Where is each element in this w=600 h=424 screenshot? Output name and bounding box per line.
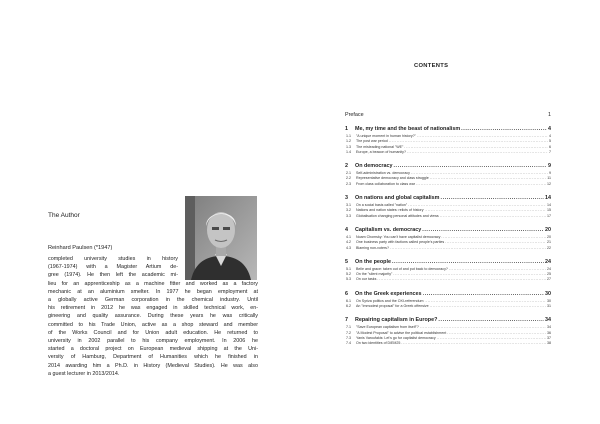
section-number: 4.3: [346, 245, 351, 250]
chapter-page: 20: [545, 226, 551, 233]
chapter-page: 9: [548, 163, 551, 170]
author-heading: The Author: [48, 212, 80, 219]
bio-line: completed university studies in history: [48, 256, 178, 262]
bio-line: gineering and quality assurance. During these years he was critically: [48, 313, 258, 320]
section-title: Blaming non-voters?: [356, 245, 389, 250]
bio-line: committed to his Trade Union, active as a shop steward and member: [48, 321, 258, 328]
chapter-title: On democracy: [355, 163, 393, 170]
toc-section[interactable]: [345, 150, 551, 155]
right-page: [300, 0, 600, 424]
section-number: 1.4: [346, 149, 351, 154]
chapter-title: Me, my time and the beast of nationalism: [355, 126, 461, 132]
bio-line: his retirement in 2012 he was engaged in skilled technical work, en-: [48, 305, 258, 312]
section-page: 9: [549, 171, 551, 176]
section-title: Nations and nation states: relicts of history: [356, 208, 424, 213]
section-page: 11: [547, 176, 551, 181]
section-title: Representative democracy and class struggle: [356, 176, 429, 181]
toc-section[interactable]: [345, 304, 551, 309]
chapter-title: On nations and global capitalism: [355, 195, 440, 202]
bio-line: a guest lecturer in 2013/2014.: [48, 370, 120, 377]
toc-section[interactable]: [345, 277, 551, 282]
section-number: 5.1: [346, 266, 351, 271]
toc-chapter-1[interactable]: [345, 126, 551, 132]
section-title: On two identities of DiEM25: [356, 341, 401, 346]
section-number: 7.3: [346, 335, 351, 340]
section-number: 3.1: [346, 203, 351, 208]
section-page: 17: [547, 213, 551, 218]
section-title: On Syriza politics and the OXI-referendum: [356, 298, 424, 303]
section-title: "A Modest Proposal" to advise the political establishment: [356, 330, 447, 335]
section-number: 6.1: [346, 298, 351, 303]
section-page: 31: [547, 304, 551, 309]
section-title: The misleading national "WE": [356, 144, 404, 149]
section-title: From class collaboration to class war: [356, 181, 415, 186]
toc-preface-page: 1: [548, 112, 551, 118]
section-number: 1.3: [346, 144, 351, 149]
chapter-number: 2: [345, 163, 348, 170]
bio-line: lieu for an apprenticeship as a machine fitter and worked as a factory: [48, 280, 258, 287]
author-name: Reinhard Paulsen (*1947): [48, 245, 113, 251]
section-page: 34: [547, 325, 551, 330]
section-number: 2.2: [346, 176, 351, 181]
chapter-page: 14: [545, 195, 551, 202]
section-title: The post war period: [356, 139, 388, 144]
section-page: 38: [547, 341, 551, 346]
section-title: On the "silent majority": [356, 272, 393, 277]
section-title: Yanis Varoufakis: Let's go for capitalist democracy: [356, 335, 436, 340]
chapter-page: 4: [548, 126, 551, 132]
chapter-number: 7: [345, 317, 348, 324]
section-page: 12: [547, 181, 551, 186]
author-bio: [48, 255, 258, 378]
chapter-title: Capitalism vs. democracy: [355, 226, 422, 233]
section-page: 15: [547, 208, 551, 213]
section-title: "A unique moment in human history?": [356, 134, 416, 138]
section-title: On our tasks: [356, 277, 377, 282]
section-page: 30: [547, 298, 551, 303]
toc-chapter-7[interactable]: [345, 317, 551, 323]
section-title: One business party with factions called people's parties: [356, 240, 445, 245]
section-number: 4.1: [346, 234, 351, 239]
section-number: 2.3: [346, 181, 351, 186]
chapter-number: 6: [345, 290, 348, 297]
chapter-number: 4: [345, 226, 348, 233]
section-number: 5.3: [346, 277, 351, 282]
toc-section[interactable]: [345, 246, 551, 251]
section-page: 24: [547, 266, 551, 271]
toc-preface[interactable]: [345, 112, 551, 118]
chapter-page: 30: [545, 290, 551, 297]
toc-section[interactable]: [345, 182, 551, 187]
chapter-title: On the people: [355, 258, 391, 265]
toc-chapter-2[interactable]: [345, 163, 551, 169]
toc-chapter-3[interactable]: [345, 195, 551, 201]
toc-chapter-4[interactable]: [345, 227, 551, 233]
section-page: 14: [547, 203, 551, 208]
toc-preface-title: Preface: [345, 112, 364, 118]
bio-line: versity of Hamburg, Department of Humanities which he finished in: [48, 354, 258, 361]
section-page: 21: [547, 240, 551, 245]
toc-chapter-5[interactable]: [345, 259, 551, 265]
section-title: Europe, a beacon of humanity?: [356, 149, 406, 154]
section-title: Belle and grace: taken out of and put back to democracy?: [356, 266, 448, 271]
bio-line: gree (1974). He then left the academic mi-: [48, 272, 178, 279]
contents-title: CONTENTS: [414, 63, 449, 69]
bio-line: university in 2002 parallel to his company employment. In 2006 he: [48, 338, 258, 345]
section-page: 37: [547, 335, 551, 340]
section-number: 5.2: [346, 272, 351, 277]
chapter-number: 1: [345, 126, 348, 132]
section-page: 5: [549, 139, 551, 144]
section-number: 6.2: [346, 304, 351, 309]
section-page: 36: [547, 330, 551, 335]
section-title: Globalisation changing personal attitudes and views: [356, 213, 439, 218]
chapter-title: Repairing capitalism in Europe?: [355, 317, 438, 324]
chapter-page: 24: [545, 258, 551, 265]
toc-section[interactable]: [345, 341, 551, 346]
bio-line: a globally active German corporation in the chemical industry. Until: [48, 297, 258, 304]
section-number: 1.2: [346, 139, 351, 144]
section-page: 25: [547, 272, 551, 277]
section-title: Noam Chomsky: You can't have capitalist democracy: [356, 234, 441, 239]
section-number: 7.1: [346, 325, 351, 330]
section-number: 2.1: [346, 171, 351, 176]
toc-section[interactable]: [345, 214, 551, 219]
chapter-number: 3: [345, 195, 348, 202]
section-number: 7.4: [346, 341, 351, 346]
section-page: 27: [547, 277, 551, 282]
section-page: 6: [549, 144, 551, 149]
section-number: 3.2: [346, 208, 351, 213]
chapter-title: On the Greek experiences: [355, 290, 422, 297]
section-number: 7.2: [346, 330, 351, 335]
section-page: 4: [549, 134, 551, 138]
section-title: On a social basis called "nation": [356, 203, 408, 208]
section-page: 22: [547, 245, 551, 250]
section-page: 20: [547, 234, 551, 239]
bio-line: started a doctoral project on European medieval shipping at the Uni-: [48, 346, 258, 353]
bio-line: of the Works Council and for Union adult education. He returned to: [48, 329, 258, 336]
section-title: An "immodest proposal" for a Greek offensive: [356, 304, 429, 309]
section-number: 3.3: [346, 213, 351, 218]
bio-line: mechanic at an aluminium smelter. In 1977 he began employment at: [48, 288, 258, 295]
bio-line: (1967-1974) with a Magister Artium de-: [48, 264, 178, 271]
table-of-contents: [345, 112, 551, 347]
section-title: "Save European capitalism from itself"?: [356, 325, 419, 330]
bio-line: 2014 awarding him a Ph.D. in History (Medieval Studies). He was also: [48, 362, 258, 369]
chapter-number: 5: [345, 258, 348, 265]
section-number: 1.1: [346, 134, 351, 138]
section-title: Self-administration vs. democracy: [356, 171, 410, 176]
toc-chapter-6[interactable]: [345, 291, 551, 297]
chapter-page: 34: [545, 317, 551, 324]
section-number: 4.2: [346, 240, 351, 245]
section-page: 7: [549, 149, 551, 154]
